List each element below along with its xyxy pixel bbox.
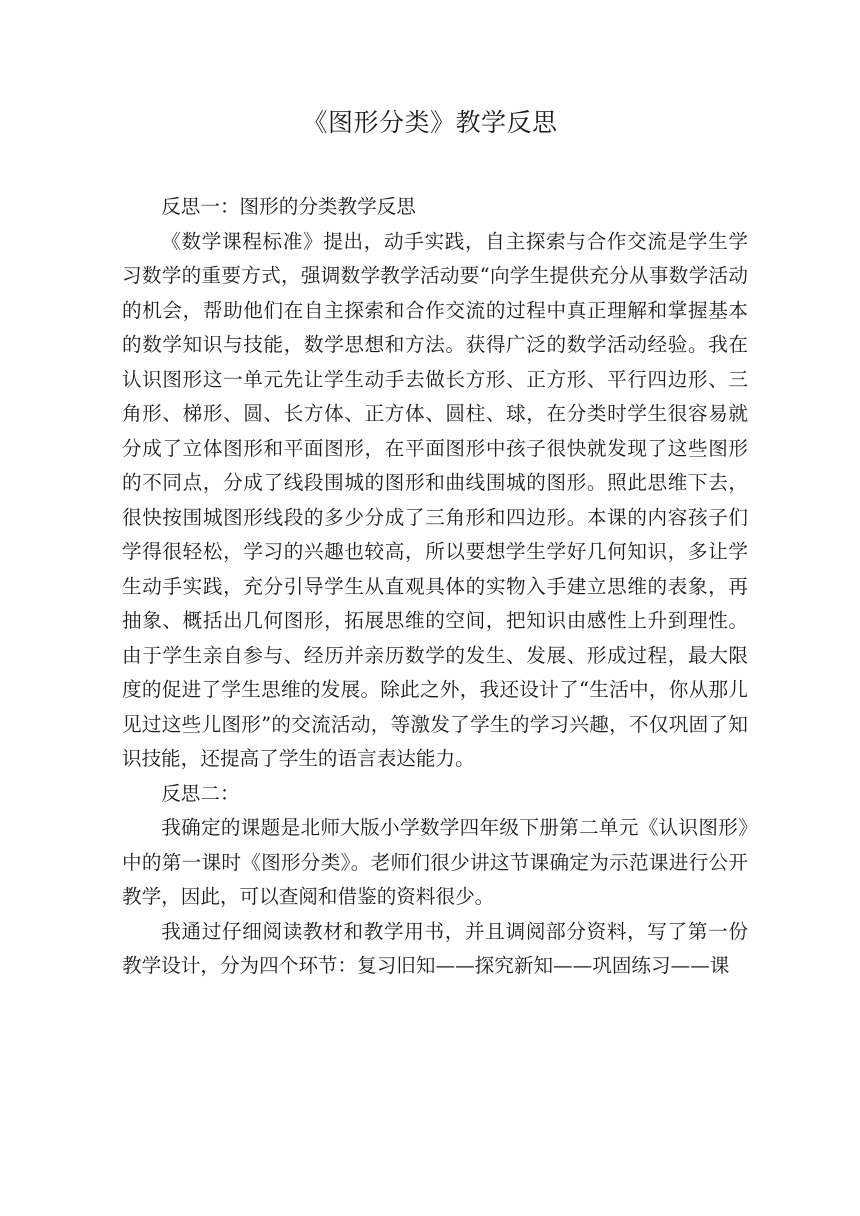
paragraph-teaching-design: 我通过仔细阅读教材和教学用书，并且调阅部分资料，写了第一份教学设计，分为四个环节：复习旧知——探究新知——巩固练习——课	[122, 919, 748, 977]
document-body	[122, 190, 748, 984]
document-title: 《图形分类》教学反思	[302, 108, 558, 137]
section-heading-reflection-one: 反思一：图形的分类教学反思	[161, 195, 416, 218]
paragraph-reflection-one-body: 《数学课程标准》提出，动手实践，自主探索与合作交流是学生学习数学的重要方式，强调数学教学活动要“向学生提供充分从事数学活动的机会，帮助他们在自主探索和合作交流的过程中真正理解和掌握基本的数学知识与技能，数学思想和方法。获得广泛的数学活动经验。我在认识图形这一单元先让学生动手去做长方形、正方形、平行四边形、三角形、梯形、圆、长方体、正方体、圆柱、球，在分类时学生很容易就分成了立体图形和平面图形，在平面图形中孩子很快就发现了这些图形的不同点，分成了线段围城的图形和曲线围城的图形。照此思维下去，很快按围城图形线段的多少分成了三角形和四边形。本课的内容孩子们学得很轻松，学习的兴趣也较高，所以要想学生学好几何知识，多让学生动手实践，充分引导学生从直观具体的实物入手建立思维的表象，再抽象、概括出几何图形，拓展思维的空间，把知识由感性上升到理性。由于学生亲自参与、经历并亲历数学的发生、发展、形成过程，最大限度的促进了学生思维的发展。除此之外，我还设计了“生活中，你从那儿见过这些儿图形”的交流活动，等激发了学生的学习兴趣，不仅巩固了知识技能，还提高了学生的语言表达能力。	[122, 229, 748, 770]
paragraph-lesson-topic: 我确定的课题是北师大版小学数学四年级下册第二单元《认识图形》中的第一课时《图形分类》。老师们很少讲这节课确定为示范课进行公开教学，因此，可以查阅和借鉴的资料很少。	[122, 816, 748, 908]
section-heading-reflection-two: 反思二：	[161, 781, 240, 805]
